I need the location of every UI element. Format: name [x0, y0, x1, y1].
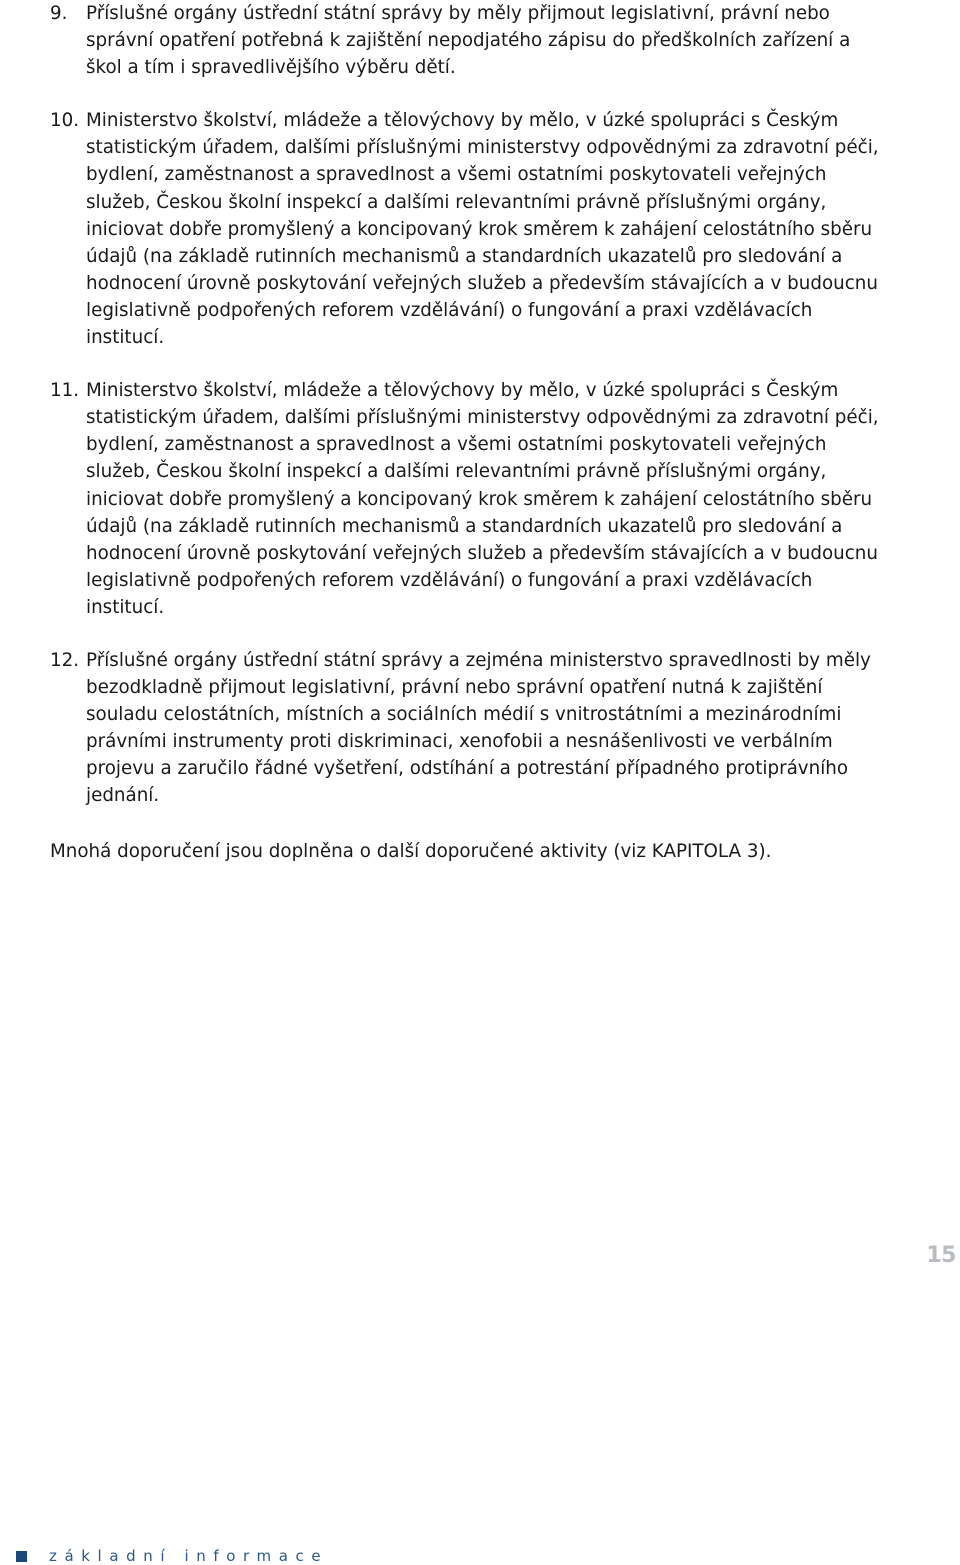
item-text: Příslušné orgány ústřední státní správy a zejména ministerstvo spravedlnosti by měly bezodkladně přijmout legislativní, právní nebo správní opatření nutná k zajištění souladu celostátních, místních a sociálních médií s vnitrostátními a mezinárodními právními instrumenty proti diskriminaci, xenofobii a nesnášenlivosti ve verbálním projevu a zaručilo řádné vyšetření, odstíhání a potrestání případného protiprávního jednání.	[86, 649, 871, 807]
list-item	[50, 107, 880, 351]
item-number: 11.	[50, 380, 80, 402]
footer-square-icon	[16, 1551, 27, 1562]
footer	[16, 1547, 328, 1565]
list-item	[50, 377, 880, 621]
footer-label: základní informace	[49, 1547, 329, 1565]
list-item	[50, 647, 880, 810]
item-text: Příslušné orgány ústřední státní správy by měly přijmout legislativní, právní nebo správní opatření potřebná k zajištění nepodjatého zápisu do předškolních zařízení a škol a tím i spravedlivějšího výběru dětí.	[86, 3, 851, 79]
item-number: 9.	[50, 3, 68, 24]
list-item	[50, 0, 880, 81]
item-number: 12.	[50, 649, 80, 671]
item-number: 10.	[50, 110, 80, 132]
item-text: Ministerstvo školství, mládeže a tělovýchovy by mělo, v úzké spolupráci s Českým statistickým úřadem, dalšími příslušnými ministerstvy odpovědnými za zdravotní péči, bydlení, zaměstnanost a spravedlnost a všemi ostatními poskytovateli veřejných služeb, Českou školní inspekcí a dalšími relevantními právně příslušnými orgány, iniciovat dobře promyšlený a koncipovaný krok směrem k zahájení celostátního sběru údajů (na základě rutinních mechanismů a standardních ukazatelů pro sledování a hodnocení úrovně poskytování veřejných služeb a především stávajících a v budoucnu legislativně podpořených reforem vzdělávání) o fungování a praxi vzdělávacích institucí.	[86, 110, 879, 349]
recommendations-list	[50, 0, 880, 836]
summary-note: Mnohá doporučení jsou doplněna o další doporučené aktivity (viz KAPITOLA 3).	[50, 841, 772, 862]
item-text: Ministerstvo školství, mládeže a tělovýchovy by mělo, v úzké spolupráci s Českým statistickým úřadem, dalšími příslušnými ministerstvy odpovědnými za zdravotní péči, bydlení, zaměstnanost a spravedlnost a všemi ostatními poskytovateli veřejných služeb, Českou školní inspekcí a dalšími relevantními právně příslušnými orgány, iniciovat dobře promyšlený a koncipovaný krok směrem k zahájení celostátního sběru údajů (na základě rutinních mechanismů a standardních ukazatelů pro sledování a hodnocení úrovně poskytování veřejných služeb a především stávajících a v budoucnu legislativně podpořených reforem vzdělávání) o fungování a praxi vzdělávacích institucí.	[86, 380, 879, 618]
page-number: 15	[926, 1243, 956, 1268]
